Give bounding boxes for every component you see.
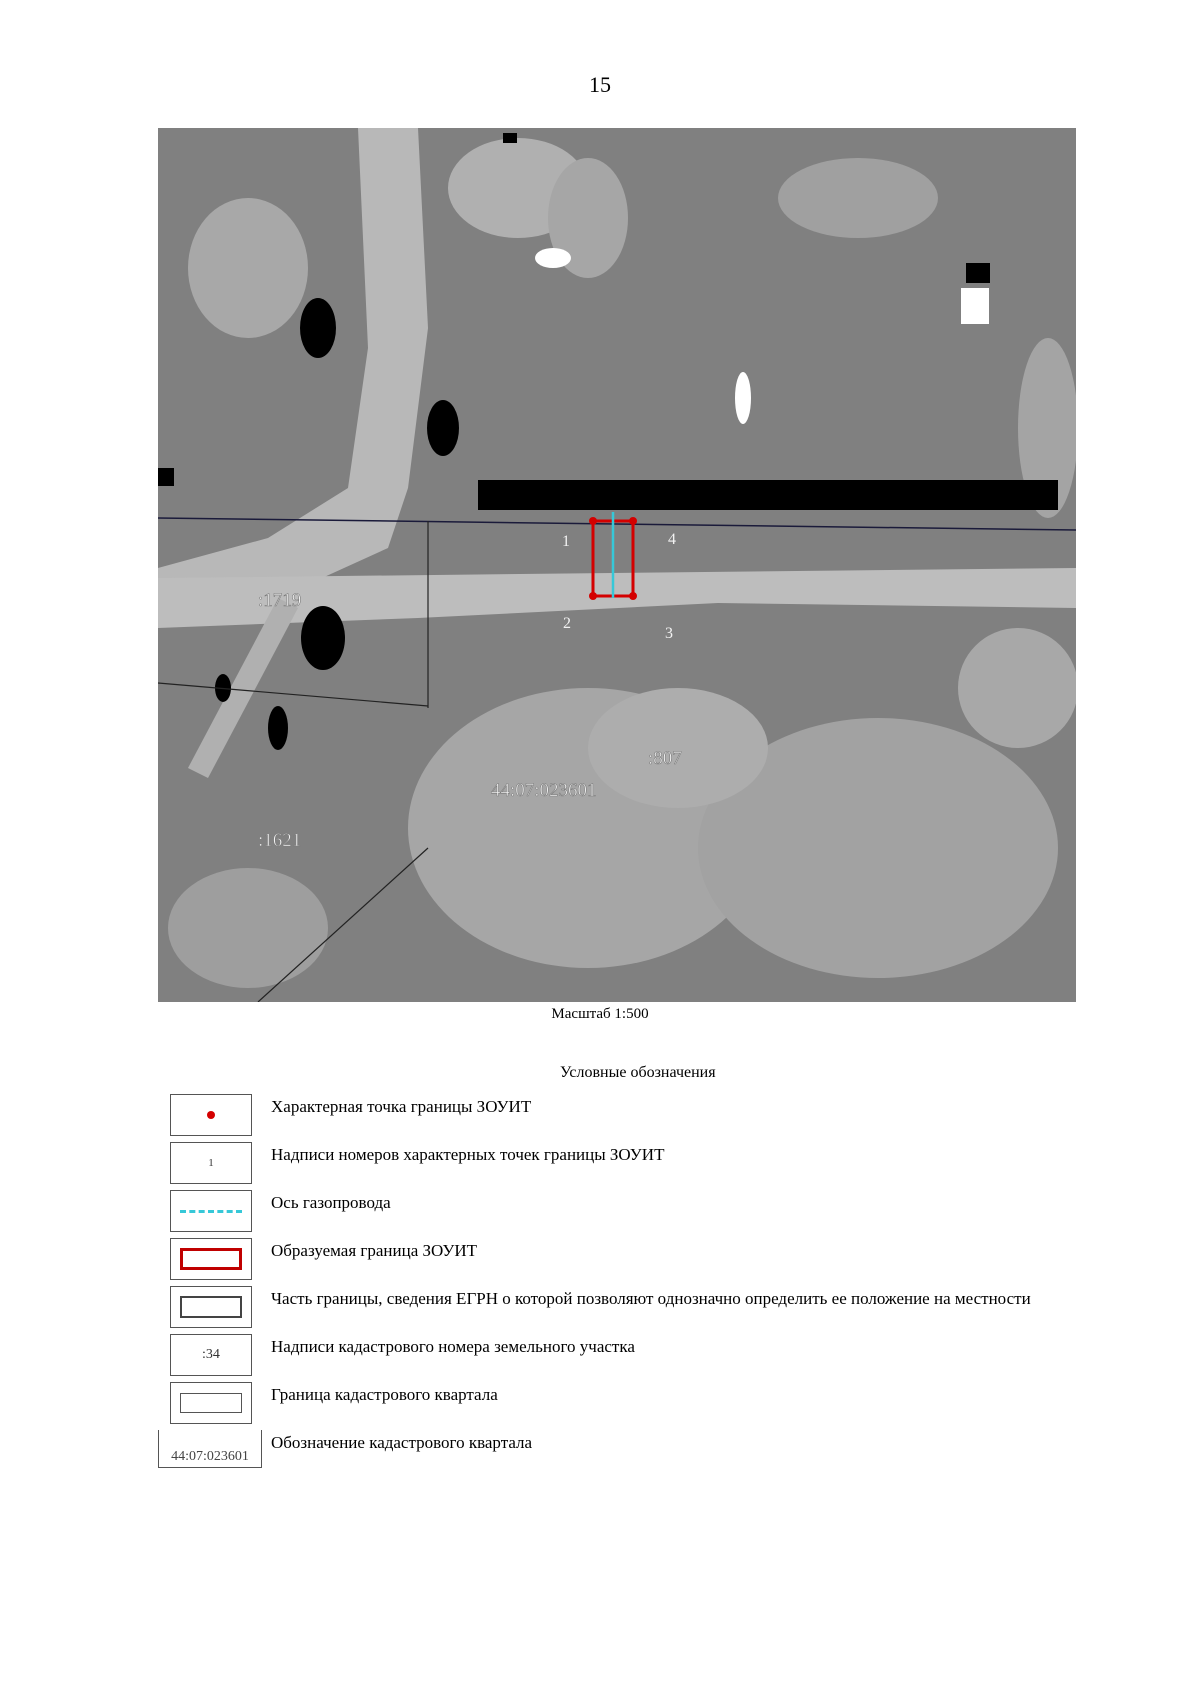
boundary-point[interactable]: [589, 592, 597, 600]
light-area: [168, 868, 328, 988]
quarter-label: 44:07:023601: [491, 780, 597, 801]
red-dot-icon: [207, 1111, 215, 1119]
legend-item-text: Образуемая граница ЗОУИТ: [271, 1241, 478, 1260]
quarter-number-sample: 44:07:023601: [158, 1430, 262, 1468]
parcel-label: :807: [648, 748, 682, 769]
legend-item-text: Надписи номеров характерных точек границы ЗОУИТ: [271, 1145, 665, 1164]
legend-item-text: Обозначение кадастрового квартала: [271, 1433, 533, 1452]
dark-patch: [158, 468, 174, 486]
map-svg: [158, 128, 1076, 1002]
dark-patch: [503, 133, 517, 143]
page-number: 15: [589, 72, 611, 97]
boundary-point[interactable]: [589, 517, 597, 525]
light-area: [188, 198, 308, 338]
white-spot: [535, 248, 571, 268]
legend-item-text: Характерная точка границы ЗОУИТ: [271, 1097, 532, 1116]
point-number-sample: 1: [208, 1157, 214, 1169]
legend-item-text: Часть границы, сведения ЕГРН о которой позволяют однозначно определить ее положение на местности: [271, 1289, 1031, 1308]
cyan-dashed-line-icon: [180, 1210, 242, 1213]
point-label: 3: [665, 625, 673, 642]
building-shadow: [478, 480, 1058, 510]
point-label: 2: [563, 615, 571, 632]
boundary-point[interactable]: [629, 592, 637, 600]
legend-item-text: Ось газопровода: [271, 1193, 391, 1212]
map-scale: Масштаб 1:500: [551, 1006, 649, 1022]
point-label: 1: [562, 533, 570, 550]
legend-item-text: Надписи кадастрового номера земельного участка: [271, 1337, 635, 1356]
tree-shadow: [300, 298, 336, 358]
boundary-point[interactable]: [629, 517, 637, 525]
red-rectangle-icon: [180, 1248, 242, 1270]
parcel-label: :1621: [258, 830, 302, 851]
legend-title: Условные обозначения: [560, 1064, 716, 1081]
light-area: [958, 628, 1076, 748]
cadastral-map[interactable]: [158, 128, 1076, 1002]
grey-rectangle-icon: [180, 1296, 242, 1318]
white-spot: [735, 372, 751, 424]
white-spot: [961, 288, 989, 324]
legend-item-text: Граница кадастрового квартала: [271, 1385, 498, 1404]
parcel-number-sample: :34: [202, 1347, 220, 1362]
tree-shadow: [301, 606, 345, 670]
tree-shadow: [427, 400, 459, 456]
thin-rectangle-icon: [180, 1393, 242, 1413]
dark-patch: [966, 263, 990, 283]
parcel-label: :1719: [258, 590, 302, 611]
light-area: [778, 158, 938, 238]
point-label: 4: [668, 531, 676, 548]
tree-shadow: [268, 706, 288, 750]
